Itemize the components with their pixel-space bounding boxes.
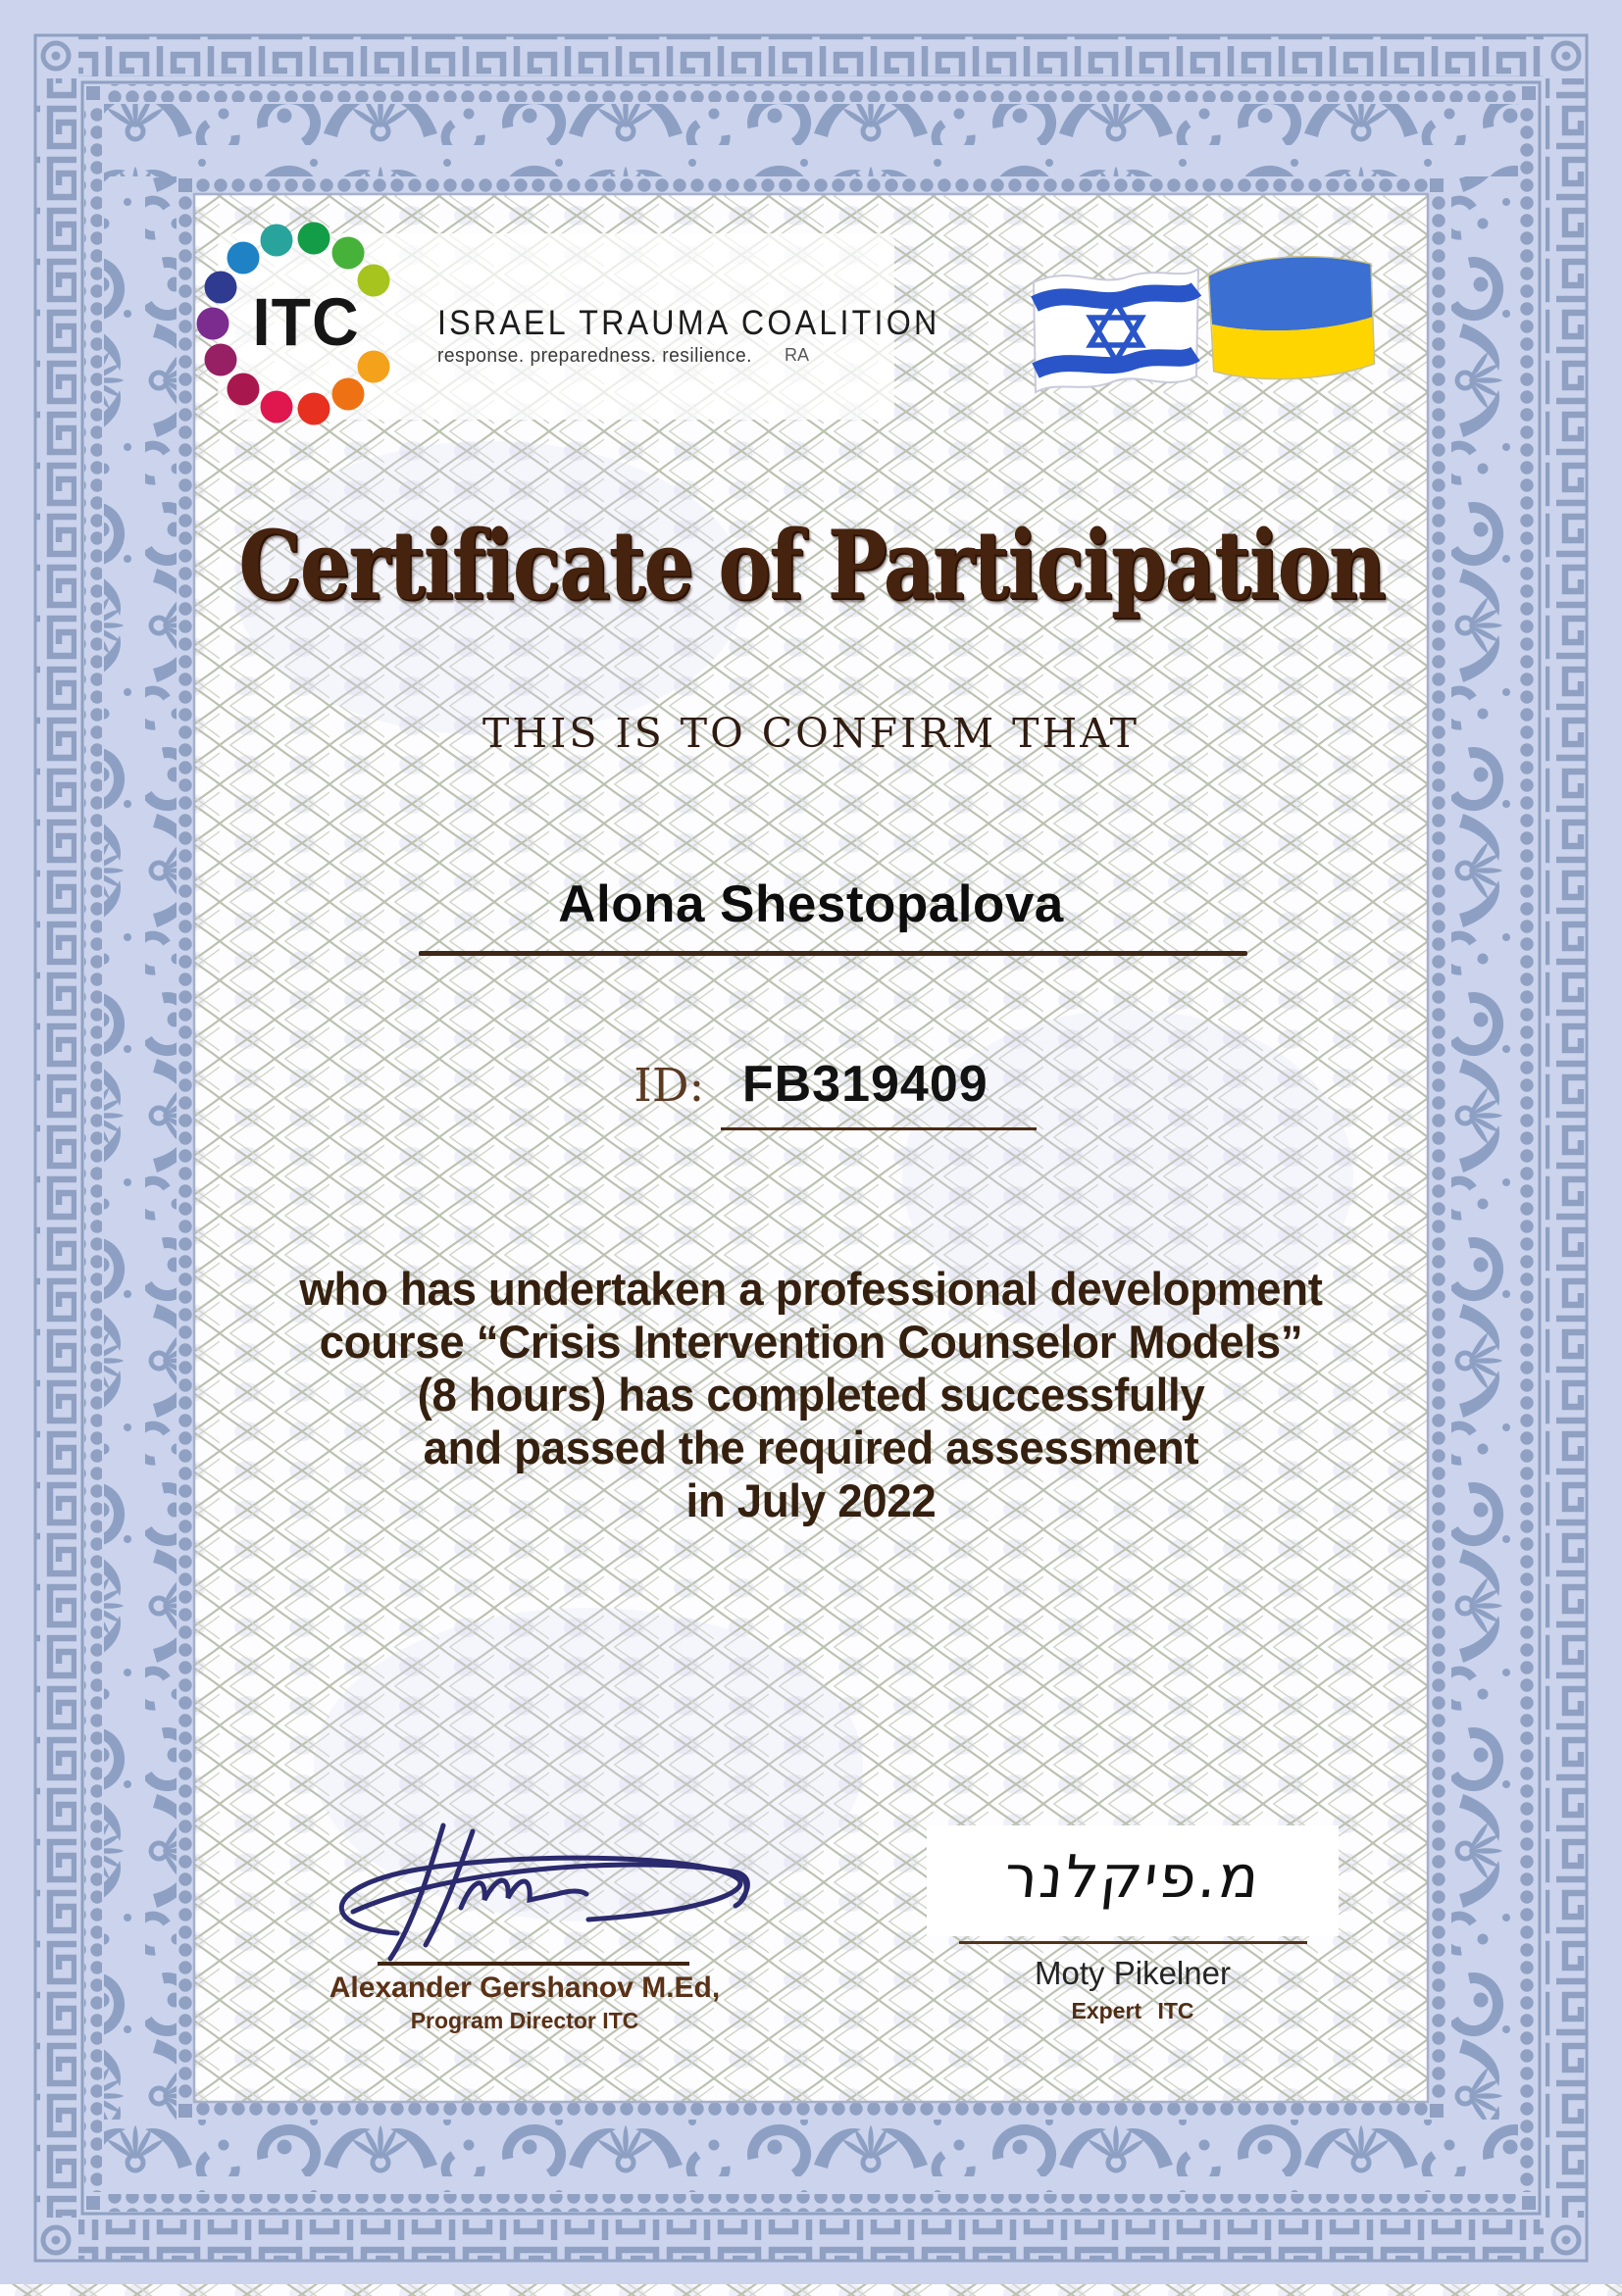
- signature-block-right: [922, 1825, 1343, 2051]
- logo-wordmark: ISRAEL TRAUMA COALITION: [437, 304, 940, 342]
- logo-dot: [205, 344, 237, 376]
- logo-tagline: response. preparedness. resilience.: [437, 345, 752, 367]
- logo-dot: [332, 236, 365, 269]
- body-line: who has undertaken a professional development: [299, 1263, 1323, 1315]
- signer-role: Program Director ITC: [410, 2008, 639, 2033]
- logo-dot: [298, 223, 330, 255]
- id-value: FB319409: [741, 1056, 988, 1113]
- logo-dot: [261, 391, 293, 424]
- logo-dot: [332, 378, 365, 411]
- israel-flag-icon: [1026, 253, 1206, 407]
- logo-dot: [197, 308, 229, 340]
- logo-suffix: RA: [785, 345, 810, 365]
- logo-dot: [261, 224, 293, 256]
- signature-scribble-icon: [294, 1814, 755, 1969]
- bottom-edge-strip: [0, 2284, 1622, 2296]
- recipient-name-underline: [419, 951, 1247, 956]
- id-underline: [721, 1127, 1037, 1130]
- signature-block-left: [294, 1814, 755, 2049]
- id-row: [0, 1055, 1622, 1114]
- signer-role: Expert ITC: [1071, 1998, 1194, 2023]
- logo-dot: [228, 241, 260, 274]
- logo-dot: [228, 374, 260, 406]
- logo-dot: [205, 271, 237, 303]
- body-line: course “Crisis Intervention Counselor Models”: [319, 1316, 1303, 1368]
- id-label: ID:: [634, 1059, 705, 1113]
- body-line: and passed the required assessment: [423, 1422, 1199, 1473]
- hebrew-signature: מ.פיקלנר: [1000, 1843, 1265, 1912]
- certificate-title: Certificate of Participation: [237, 510, 1385, 621]
- body-line: in July 2022: [685, 1474, 937, 1526]
- ukraine-flag-icon: [1201, 242, 1381, 402]
- signature-line: [959, 1941, 1307, 1944]
- body-text: [0, 1263, 1622, 1527]
- body-line: (8 hours) has completed successfully: [417, 1369, 1205, 1421]
- signature-line: [378, 1962, 689, 1966]
- logo-dot: [298, 392, 330, 424]
- itc-logo-abbr: ITC: [252, 283, 360, 360]
- signer-name: Moty Pikelner: [1035, 1955, 1231, 1991]
- recipient-name: Alona Shestopalova: [558, 875, 1064, 933]
- confirm-line: THIS IS TO CONFIRM THAT: [482, 710, 1140, 757]
- signer-name: Alexander Gershanov M.Ed,: [329, 1972, 721, 2004]
